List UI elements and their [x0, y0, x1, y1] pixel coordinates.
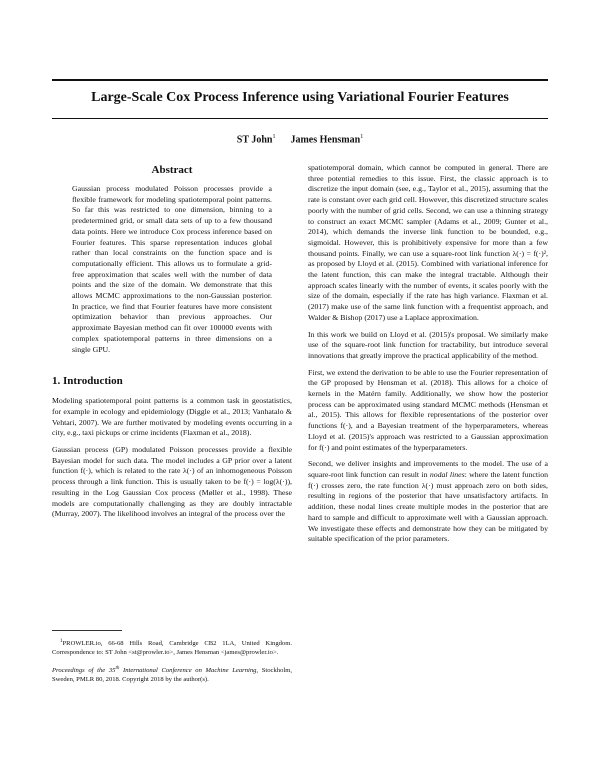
- body-paragraph: First, we extend the derivation to be able to use the Fourier representation of the GP proposed by Hensman et al. (2018). This allows for a choice of kernels in the Matérn family. Additionally, we show how the posterior process can be approximated using standard MCMC methods (Hensman et al., 2015). This allows for flexible representations of the posterior over functions f(·), and a Bayesian treatment of the hyperparameters, whereas Lloyd et al. (2015)'s approach was restricted to a Gaussian approximation for f(·) and point estimates of the hyperparameters.: [308, 367, 548, 452]
- emphasis-term: nodal lines: [429, 469, 465, 479]
- abstract-heading: Abstract: [151, 164, 193, 176]
- body-paragraph: spatiotemporal domain, which cannot be computed in general. There are three potential remedies to this issue. First, the classic approach is to discretize the input domain (see, e.g., Taylor et al., 2015), assuming that the rate is constant over each grid cell. However, this discretized structure scales poorly with the number of grid cells. Second, we can use a thinning strategy to construct an exact MCMC sampler (Adams et al., 2009; Gunter et al., 2014), which demands the inverse link function to be bounded, e.g., sigmoidal. However, this is prohibitively expensive for more than a few thousand points. Finally, we can use a square-root link function λ(·) = f(·)², as proposed by Lloyd et al. (2015). Combined with variational inference for the latent function, this can make the integral tractable. Although their approach scales linearly with the number of events, it scales poorly with the size of the domain, especially if the rate has high variance. Flaxman et al. (2017) make use of the same link function with a frequentist approach, and Walder & Bishop (2017) use a Laplace approximation.: [308, 163, 548, 322]
- body-paragraph: [308, 459, 548, 545]
- intro-paragraph: Gaussian process (GP) modulated Poisson processes provide a flexible Bayesian model for such data. The model includes a GP prior over a latent function f(·), which is related to the rate λ(·) of an inhomogeneous Poisson process through a link function. This is usually taken to be f(·) = log(λ(·)), resulting in the Log Gaussian Cox process (Møller et al., 1998). These models are computationally challenging as they are doubly intractable (Murray, 2007). The likelihood involves an integral of the process over the: [52, 445, 292, 519]
- proceedings-text: Proceedings of the 35: [52, 667, 116, 675]
- title-bottom-rule: [52, 118, 548, 119]
- right-column: [308, 163, 548, 551]
- body-paragraph: In this work we build on Lloyd et al. (2015)'s proposal. We similarly make use of the square-root link function for tractability, but introduce several innovations that greatly improve the practical applicability of the method.: [308, 329, 548, 360]
- proceedings-note: [52, 664, 292, 684]
- paragraph-text: : where the latent function f(·) crosses zero, the rate function λ(·) must approach zero on both sides, resulting in regions of the posterior that have unsatisfactory artifacts. In addition, these nodal lines create multiple modes in the posterior that are hard to sample and difficult to approximate well with a Gaussian approach. We investigate these effects and demonstrate how they can be mitigated by suitable specification of the prior parameters.: [308, 469, 549, 544]
- proceedings-ordinal: th: [115, 666, 120, 672]
- author-list: [52, 134, 548, 145]
- author-name: ST John: [236, 134, 273, 146]
- footnote-rule: [52, 630, 122, 631]
- footnotes: [52, 630, 292, 684]
- affiliation-mark: 1: [360, 134, 364, 140]
- abstract-body: Gaussian process modulated Poisson processes provide a flexible framework for modeling spatiotemporal point patterns. So far this was restricted to one dimension, binning to a predetermined grid, or small data sets of up to a few thousand data points. Here we introduce Cox process inference based on Fourier features. This sparse representation induces global rather than local constraints on the function space and is computationally efficient. This allows us to formulate a grid-free approximation that scales well with the number of data points and the size of the domain. We demonstrate that this allows MCMC approximations to the non-Gaussian posterior. In practice, we find that Fourier features have more consistent optimization behavior than previous approaches. Our approximate Bayesian method can fit over 100000 events with complex spatiotemporal patterns in three dimensions on a single GPU.: [72, 184, 272, 354]
- left-column: [52, 163, 292, 526]
- proceedings-details: , Stockholm, Sweden, PMLR 80, 2018. Copyright 2018 by the author(s).: [52, 667, 292, 684]
- proceedings-conference: International Conference on Machine Learning: [119, 667, 257, 675]
- author-name: James Hensman: [290, 134, 361, 146]
- intro-paragraph: Modeling spatiotemporal point patterns is a common task in geostatistics, for example in ecology and epidemiology (Diggle et al., 2013; Vanhatalo & Vehtari, 2007). We are further motivated by modeling events occurring in a city, e.g., taxi pickups or crime incidents (Flaxman et al., 2018).: [52, 396, 292, 438]
- affiliation-footnote: [52, 637, 292, 657]
- footnote-mark: 1: [60, 639, 63, 644]
- paragraph-text: Second, we deliver insights and improvements to the model. The use of a square-root link function can result in: [308, 459, 548, 479]
- section-heading-introduction: 1. Introduction: [52, 375, 123, 388]
- title-top-rule: [52, 79, 548, 81]
- paper-title: Large-Scale Cox Process Inference using Variational Fourier Features: [91, 90, 509, 105]
- footnote-text: PROWLER.io, 66-68 Hills Road, Cambridge CB2 1LA, United Kingdom. Correspondence to: ST John <st@prowler.io>, James Hensman <james@prowler.io>.: [52, 640, 292, 657]
- affiliation-mark: 1: [272, 134, 276, 140]
